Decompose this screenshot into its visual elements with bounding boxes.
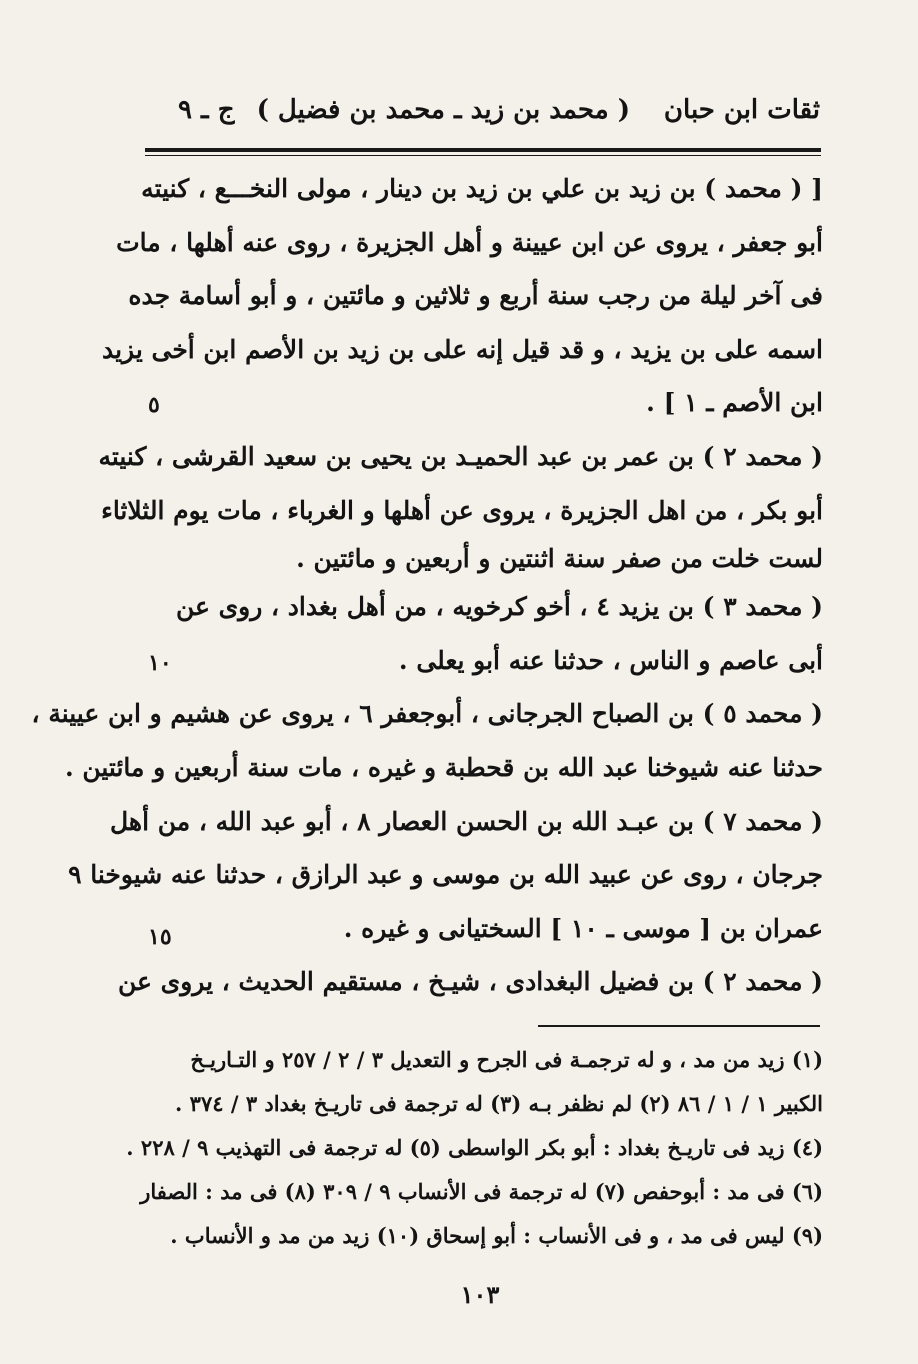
line-marker-5: ٥	[148, 392, 160, 418]
line-marker-10: ١٠	[148, 650, 172, 676]
running-header	[160, 95, 820, 139]
section-title: ( محمد بن زيد ـ محمد بن فضيل )	[256, 95, 630, 125]
footnotes	[126, 1038, 823, 1258]
header-rule-thick	[145, 148, 821, 152]
text-line: [ ( محمد ) بن زيد بن علي بن زيد بن دينار ، مولى النخـــع ، كنيته	[141, 174, 823, 203]
footnote-line: (٩) ليس فى مد ، و فى الأنساب : أبو إسحاق (١٠) زيد من مد و الأنساب .	[170, 1223, 823, 1248]
text-line: ( محمد ٢ ) بن عمر بن عبد الحميـد بن يحيى بن سعيد القرشى ، كنيته	[98, 441, 823, 471]
text-line: ( محمد ٥ ) بن الصباح الجرجانى ، أبوجعفر ٦ ، يروى عن هشيم و ابن عيينة ،	[31, 699, 823, 729]
text-line: حدثنا عنه شيوخنا عبد الله بن قحطبة و غيره ، مات سنة أربعين و مائتين .	[64, 752, 823, 782]
line-marker-15: ١٥	[148, 924, 172, 950]
page-number: ١٠٣	[460, 1280, 500, 1309]
footnote-line: (١) زيد من مد ، و له ترجمـة فى الجرح و التعديل ٣ / ٢ / ٢٥٧ و التـاريـخ	[190, 1047, 823, 1072]
text-line: ( محمد ٢ ) بن فضيل البغدادى ، شيـخ ، مستقيم الحديث ، يروى عن	[118, 967, 823, 997]
text-line: ( محمد ٧ ) بن عبـد الله بن الحسن العصار ٨ ، أبو عبد الله ، من أهل	[109, 806, 823, 836]
footnote-line: (٤) زيد فى تاريـخ بغداد : أبو بكر الواسطى (٥) له ترجمة فى التهذيب ٩ / ٢٢٨ .	[126, 1135, 823, 1160]
text-line: جرجان ، روى عن عبيد الله بن موسى و عبد الرازق ، حدثنا عنه شيوخنا ٩	[68, 860, 823, 890]
header-rule-thin	[145, 155, 821, 156]
text-line: أبى عاصم و الناس ، حدثنا عنه أبو يعلى .	[398, 645, 823, 675]
text-line: عمران بن [ موسى ـ ١٠ ] السختيانى و غيره .	[343, 913, 823, 943]
book-title: ثقات ابن حبان	[663, 95, 820, 125]
text-line: ( محمد ٣ ) بن يزيد ٤ ، أخو كرخويه ، من أهل بغداد ، روى عن	[175, 592, 823, 622]
text-line: ابن الأصم ـ ١ ] .	[646, 388, 823, 418]
footnote-rule	[538, 1025, 820, 1027]
footnote-line: الكبير ١ / ١ / ٨٦ (٢) لم نظفر بـه (٣) له ترجمة فى تاريـخ بغداد ٣ / ٣٧٤ .	[175, 1091, 823, 1116]
text-line: لست خلت من صفر سنة اثنتين و أربعين و مائتين .	[296, 544, 823, 574]
text-line: أبو جعفر ، يروى عن ابن عيينة و أهل الجزيرة ، روى عنه أهلها ، مات	[116, 227, 823, 257]
text-line: اسمه على بن يزيد ، و قد قيل إنه على بن زيد بن الأصم ابن أخى يزيد	[101, 334, 823, 364]
text-line: أبو بكر ، من اهل الجزيرة ، يروى عن أهلها و الغرباء ، مات يوم الثلاثاء	[101, 495, 823, 525]
volume-label: ج ـ ٩	[178, 95, 235, 125]
footnote-line: (٦) فى مد : أبوحفص (٧) له ترجمة فى الأنساب ٩ / ٣٠٩ (٨) فى مد : الصفار	[140, 1179, 823, 1204]
text-line: فى آخر ليلة من رجب سنة أربع و ثلاثين و مائتين ، و أبو أسامة جده	[128, 281, 823, 311]
